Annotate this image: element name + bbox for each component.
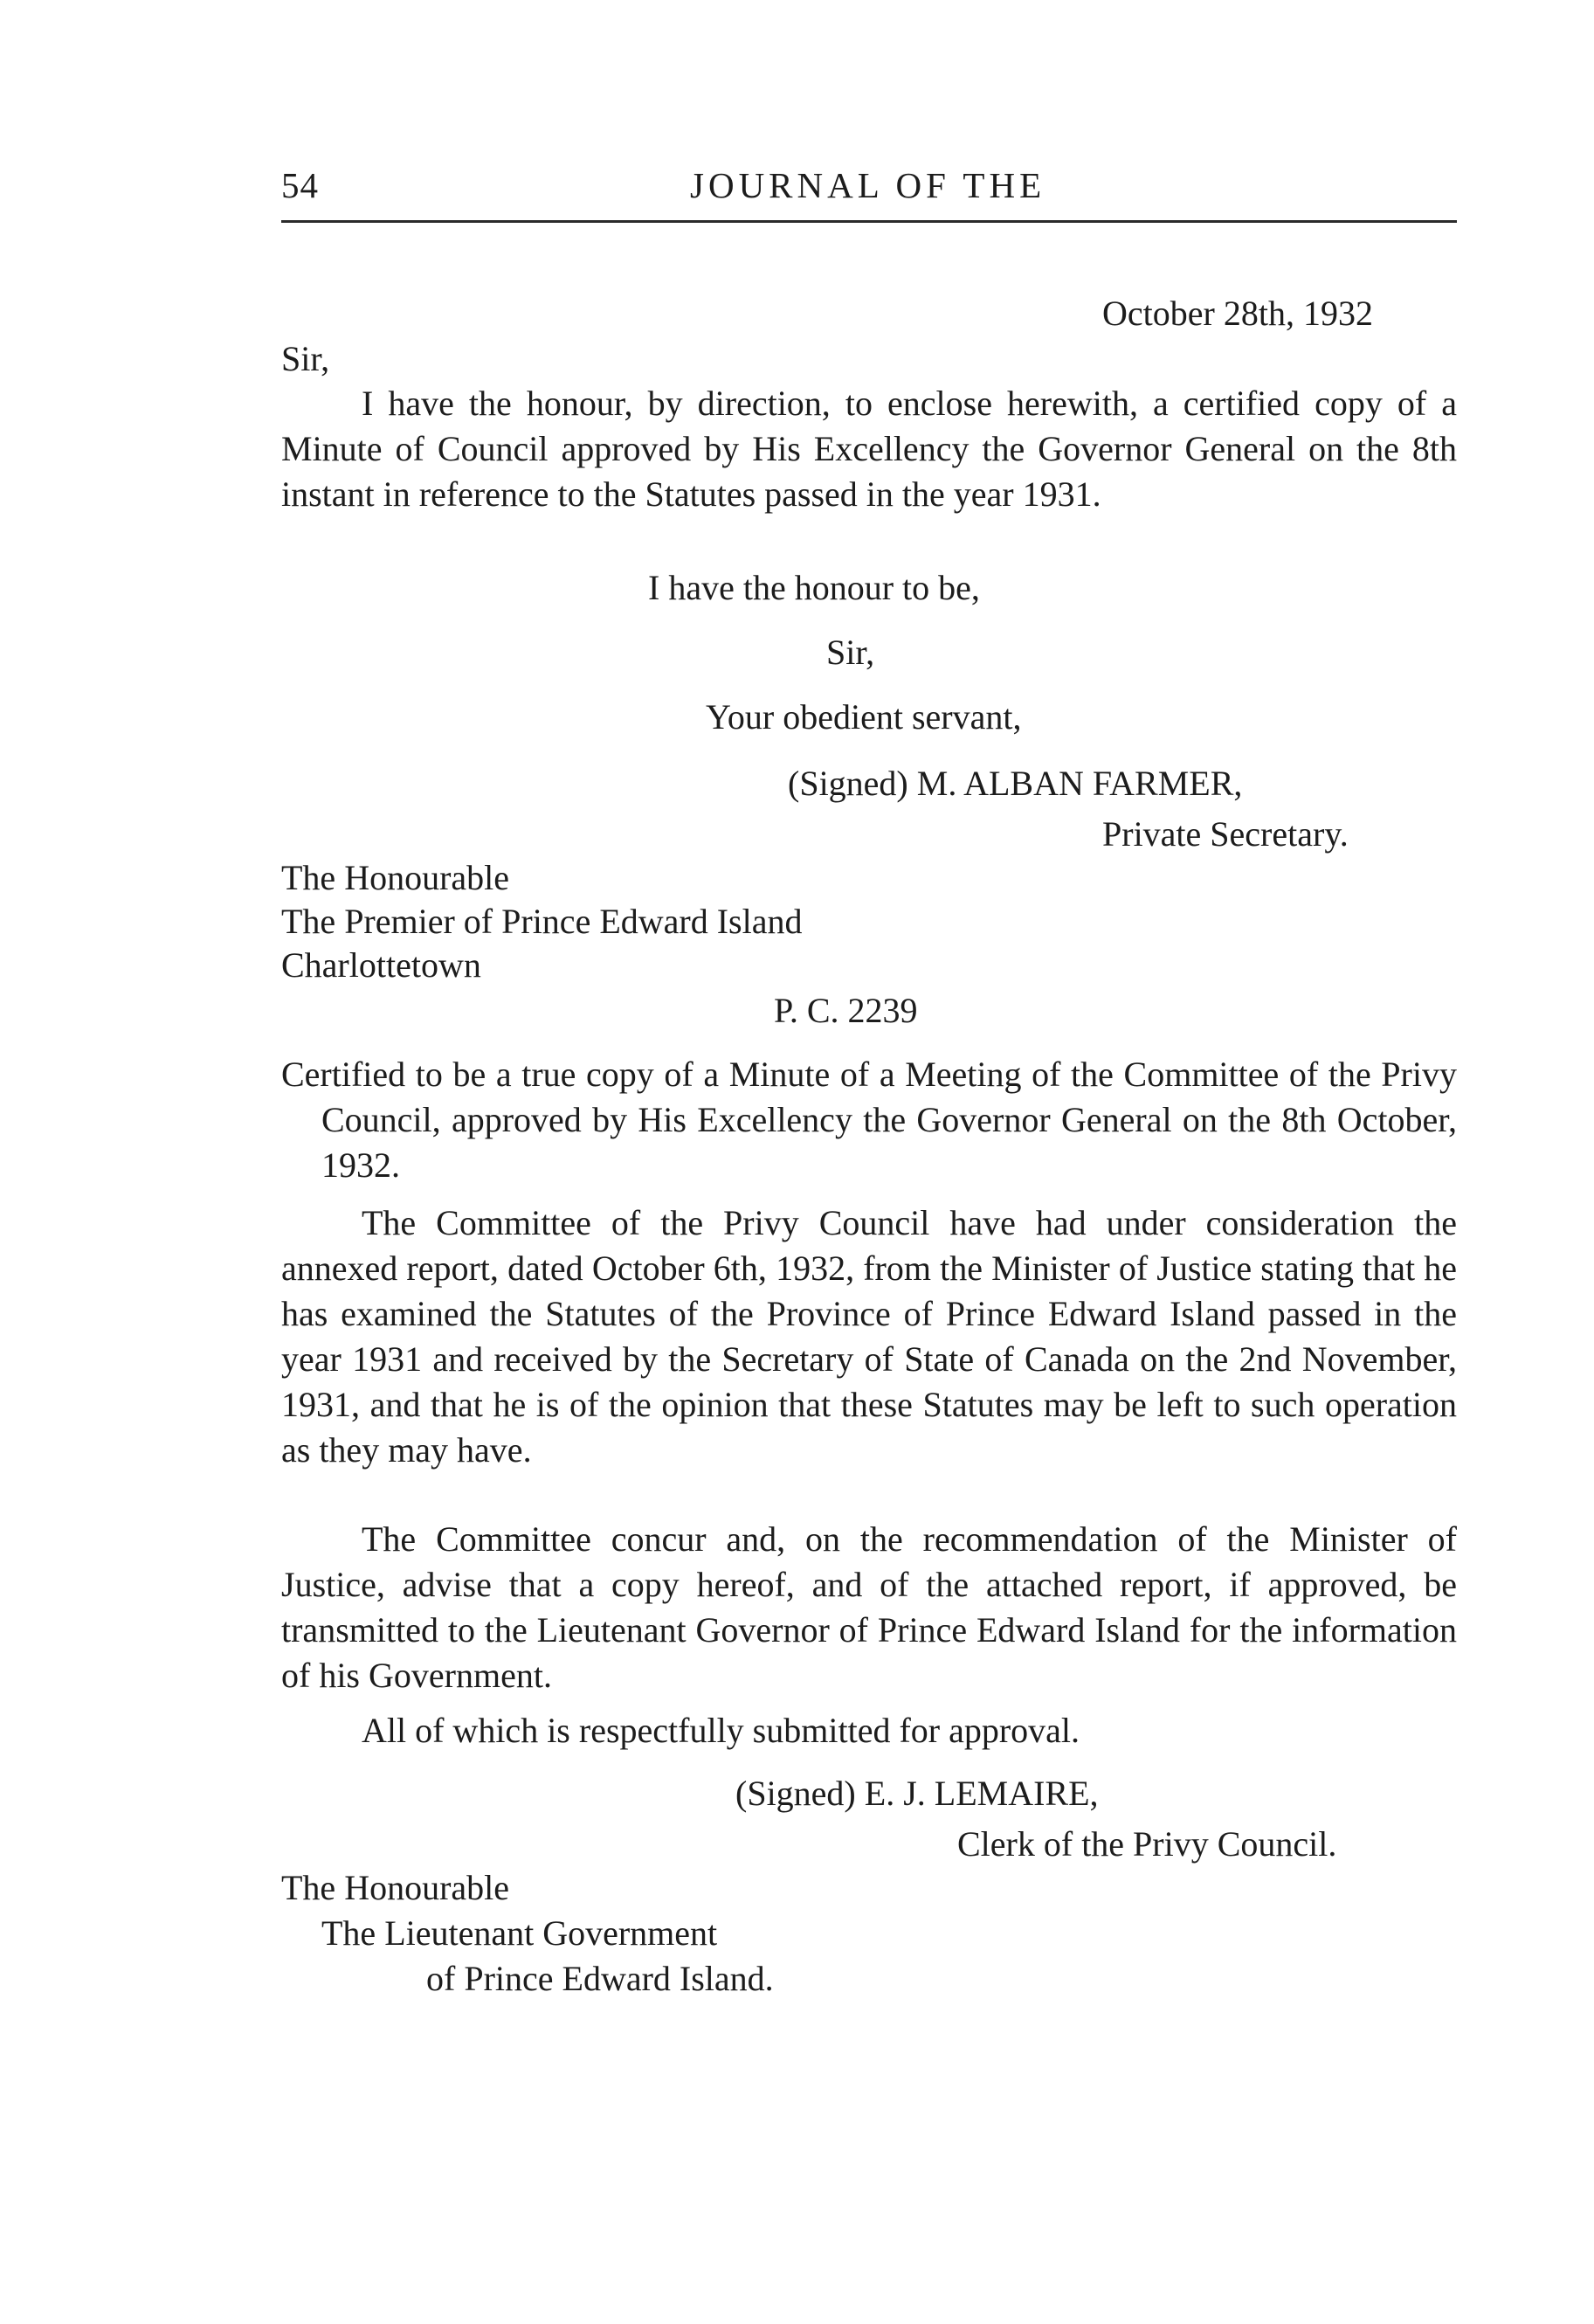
minute-signature: (Signed) E. J. LEMAIRE, xyxy=(735,1774,1099,1813)
minute-paragraph-1: The Committee of the Privy Council have had under consideration the annexed report, dated October 6th, 1932, from the Minister of Justice stating that he has examined the Statutes of the Province of Prince Edward Island passed in the year 1931 and received by the Secretary of State of Canada on the 2nd November, 1931, and that he is of the opinion that these Statutes may be left to such operation as they may have. xyxy=(281,1203,1457,1470)
addressee-line: The Lieutenant Government xyxy=(321,1913,718,1953)
letter-closing-phrase: I have the honour to be, xyxy=(648,568,980,607)
addressee-line: The Premier of Prince Edward Island xyxy=(281,902,803,941)
letter-salutation: Sir, xyxy=(281,339,330,378)
addressee-line: of Prince Edward Island. xyxy=(426,1959,774,1998)
addressee-line: The Honourable xyxy=(281,858,510,897)
page-number: 54 xyxy=(281,165,319,205)
minute-paragraph-2: The Committee concur and, on the recommendation of the Minister of Justice, advise that a copy hereof, and of the attached report, if approved, be transmitted to the Lieutenant Governor of Prince Edward Island for the information of his Government. xyxy=(281,1519,1457,1695)
letter-date: October 28th, 1932 xyxy=(1102,294,1373,333)
letter-signature: (Signed) M. ALBAN FARMER, xyxy=(788,764,1243,803)
minute-certification: Certified to be a true copy of a Minute of a Meeting of the Committee of the Privy Council, approved by His Excellency the Governor General on the 8th October, 1932. xyxy=(281,1055,1457,1185)
minute-reference: P. C. 2239 xyxy=(774,991,918,1030)
minute-paragraph-3: All of which is respectfully submitted for approval. xyxy=(362,1711,1080,1750)
minute-signature-title: Clerk of the Privy Council. xyxy=(957,1824,1337,1864)
letter-body: I have the honour, by direction, to enclose herewith, a certified copy of a Minute of Council approved by His Excellency the Governor General on the 8th instant in reference to the Statutes passed in the year 1931. xyxy=(281,384,1457,514)
addressee-line: The Honourable xyxy=(281,1868,510,1907)
header-rule xyxy=(281,220,1457,223)
running-title: JOURNAL OF THE xyxy=(690,165,1046,205)
addressee-line: Charlottetown xyxy=(281,945,481,985)
letter-signature-title: Private Secretary. xyxy=(1102,814,1349,854)
letter-closing-servant: Your obedient servant, xyxy=(706,697,1022,737)
letter-closing-sir: Sir, xyxy=(826,633,875,672)
